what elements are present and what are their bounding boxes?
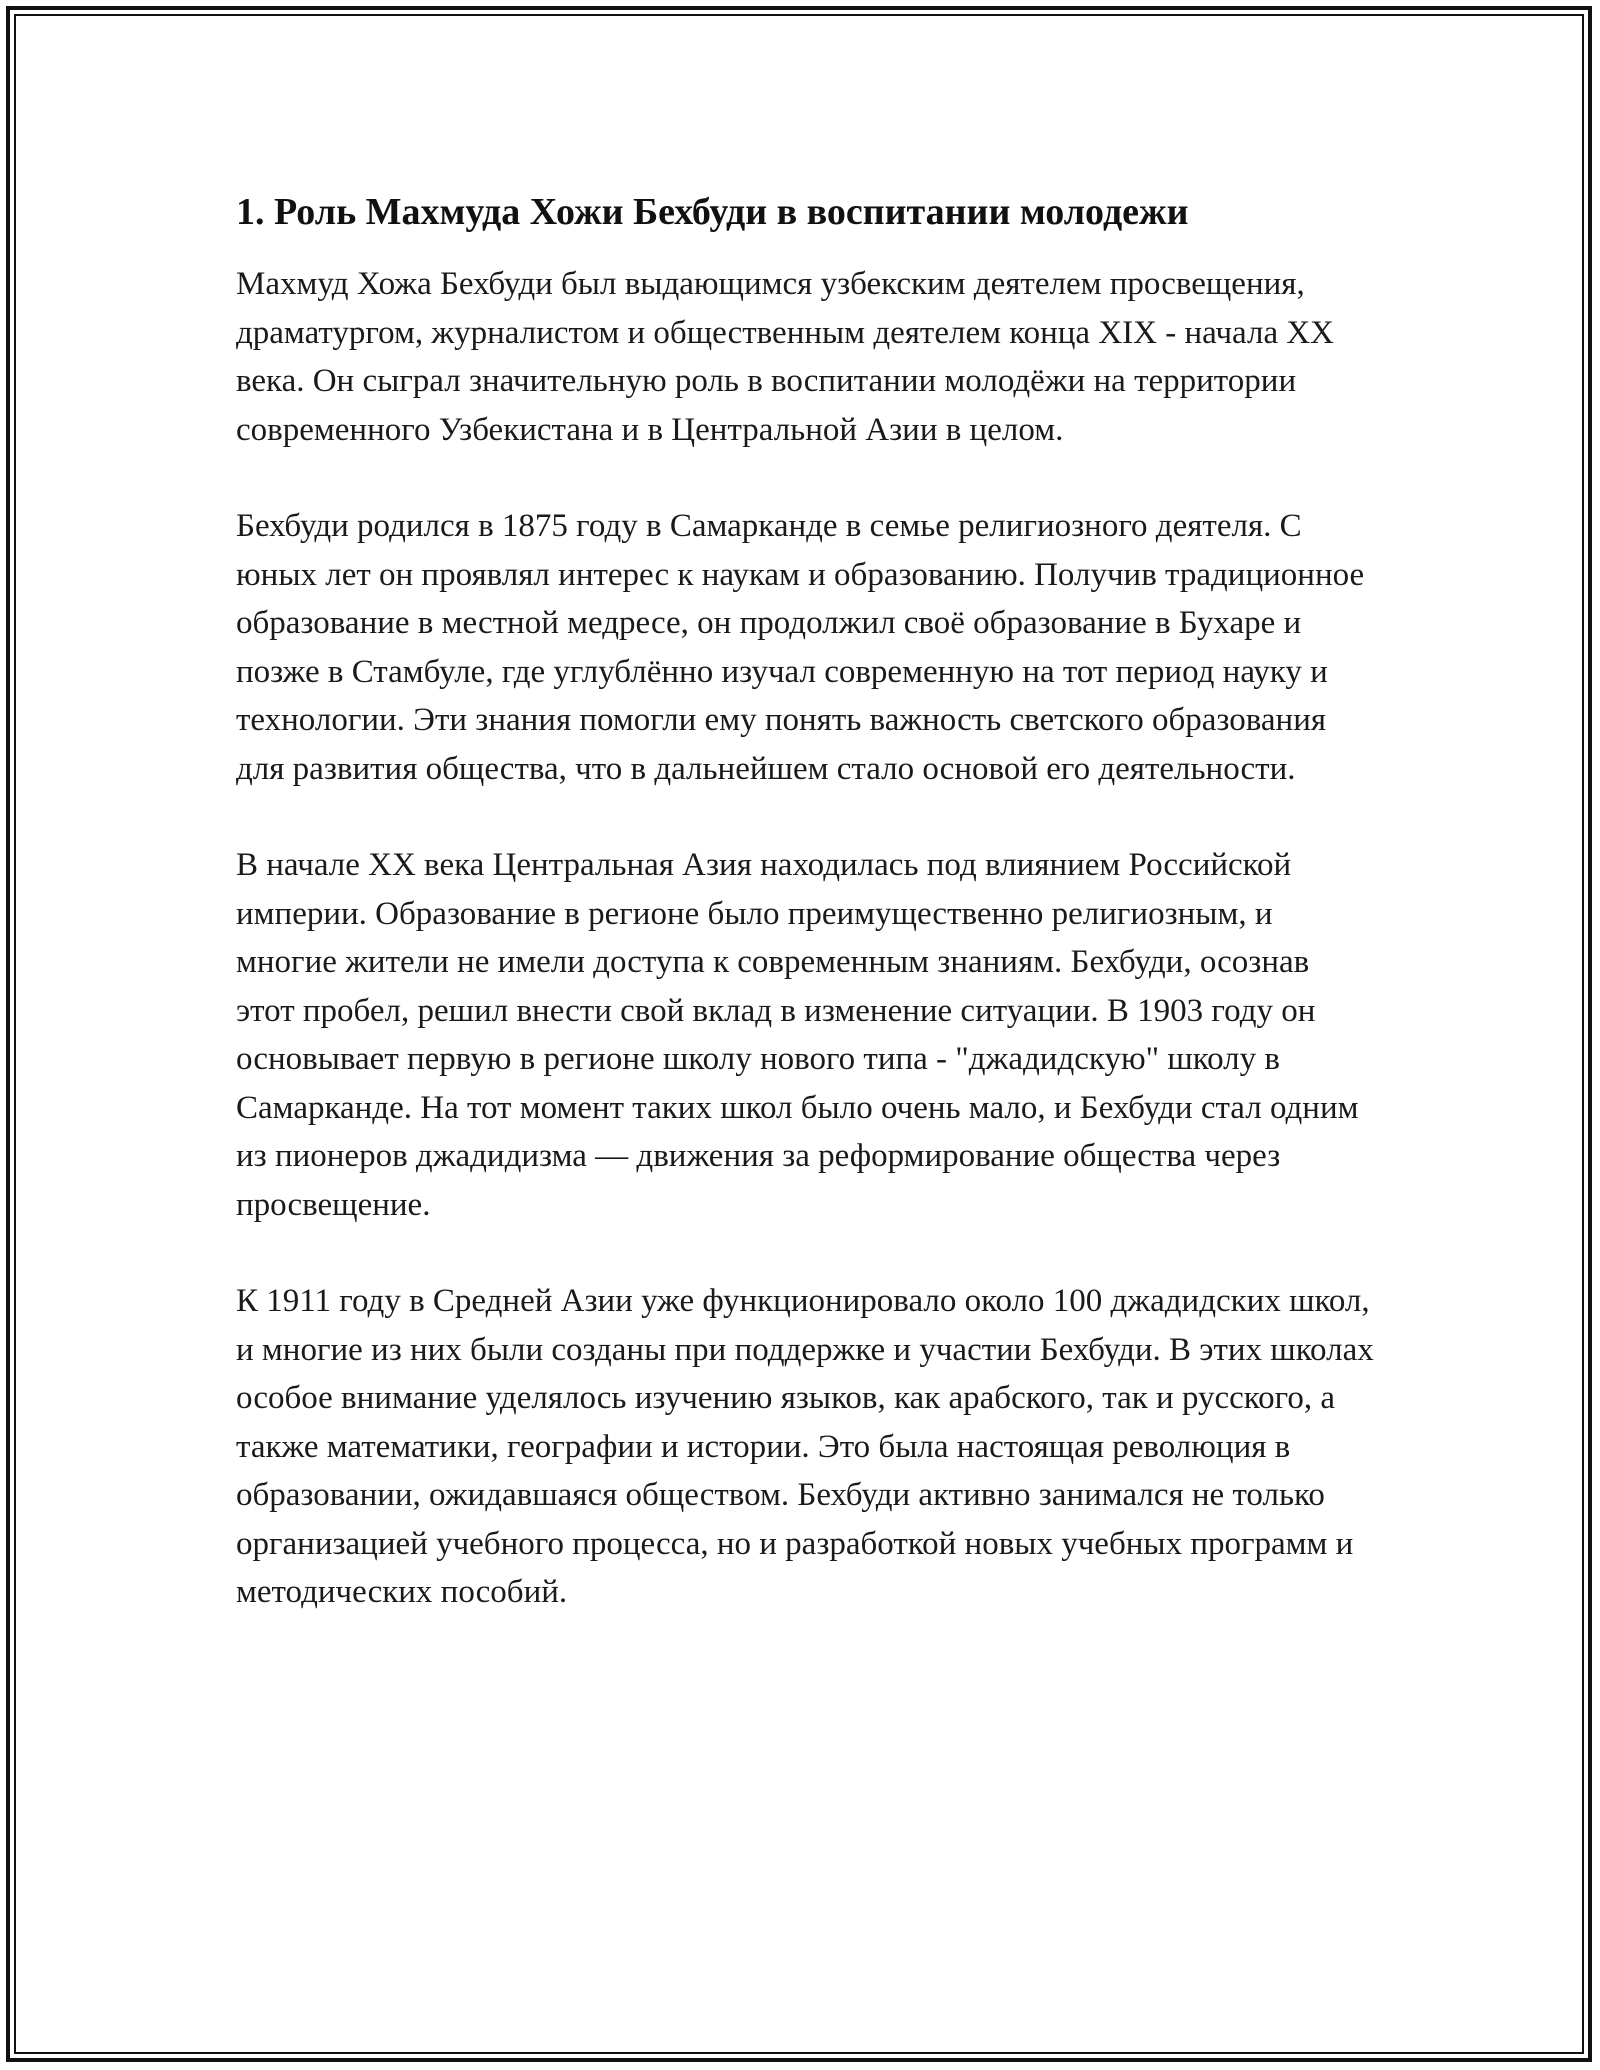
- paragraph-jadid-school: В начале XX века Центральная Азия находилась под влиянием Российской империи. Образование в регионе было преимущественно религиозным, и многие жители не имели доступа к современным знаниям. Бехбуди, осознав этот пробел, решил внести свой вклад в изменение ситуации. В 1903 году он основывает первую в регионе школу нового типа - "джадидскую" школу в Самарканде. На тот момент таких школ было очень мало, и Бехбуди стал одним из пионеров джадидизма — движения за реформирование общества через просвещение.: [236, 847, 1359, 1223]
- paragraph-biography: Бехбуди родился в 1875 году в Самарканде в семье религиозного деятеля. С юных лет он проявлял интерес к наукам и образованию. Получив традиционное образование в местной медресе, он продолжил своё образование в Бухаре и позже в Стамбуле, где углублённо изучал современную на тот период науку и технологии. Эти знания помогли ему понять важность светского образования для развития общества, что в дальнейшем стало основой его деятельности.: [236, 508, 1365, 787]
- page-title: 1. Роль Махмуда Хожи Бехбуди в воспитании молодежи: [236, 191, 1189, 233]
- paragraph-jadid-schools-1911: К 1911 году в Средней Азии уже функционировало около 100 джадидских школ, и многие из них были созданы при поддержке и участии Бехбуди. В этих школах особое внимание уделялось изучению языков, как арабского, так и русского, а также математики, географии и истории. Это была настоящая революция в образовании, ожидавшаяся обществом. Бехбуди активно занимался не только организацией учебного процесса, но и разработкой новых учебных программ и методических пособий.: [236, 1283, 1374, 1610]
- paragraph-intro: Махмуд Хожа Бехбуди был выдающимся узбекским деятелем просвещения, драматургом, журналистом и общественным деятелем конца XIX - начала XX века. Он сыграл значительную роль в воспитании молодёжи на территории современного Узбекистана и в Центральной Азии в целом.: [236, 266, 1335, 448]
- document-body: [236, 188, 1376, 1665]
